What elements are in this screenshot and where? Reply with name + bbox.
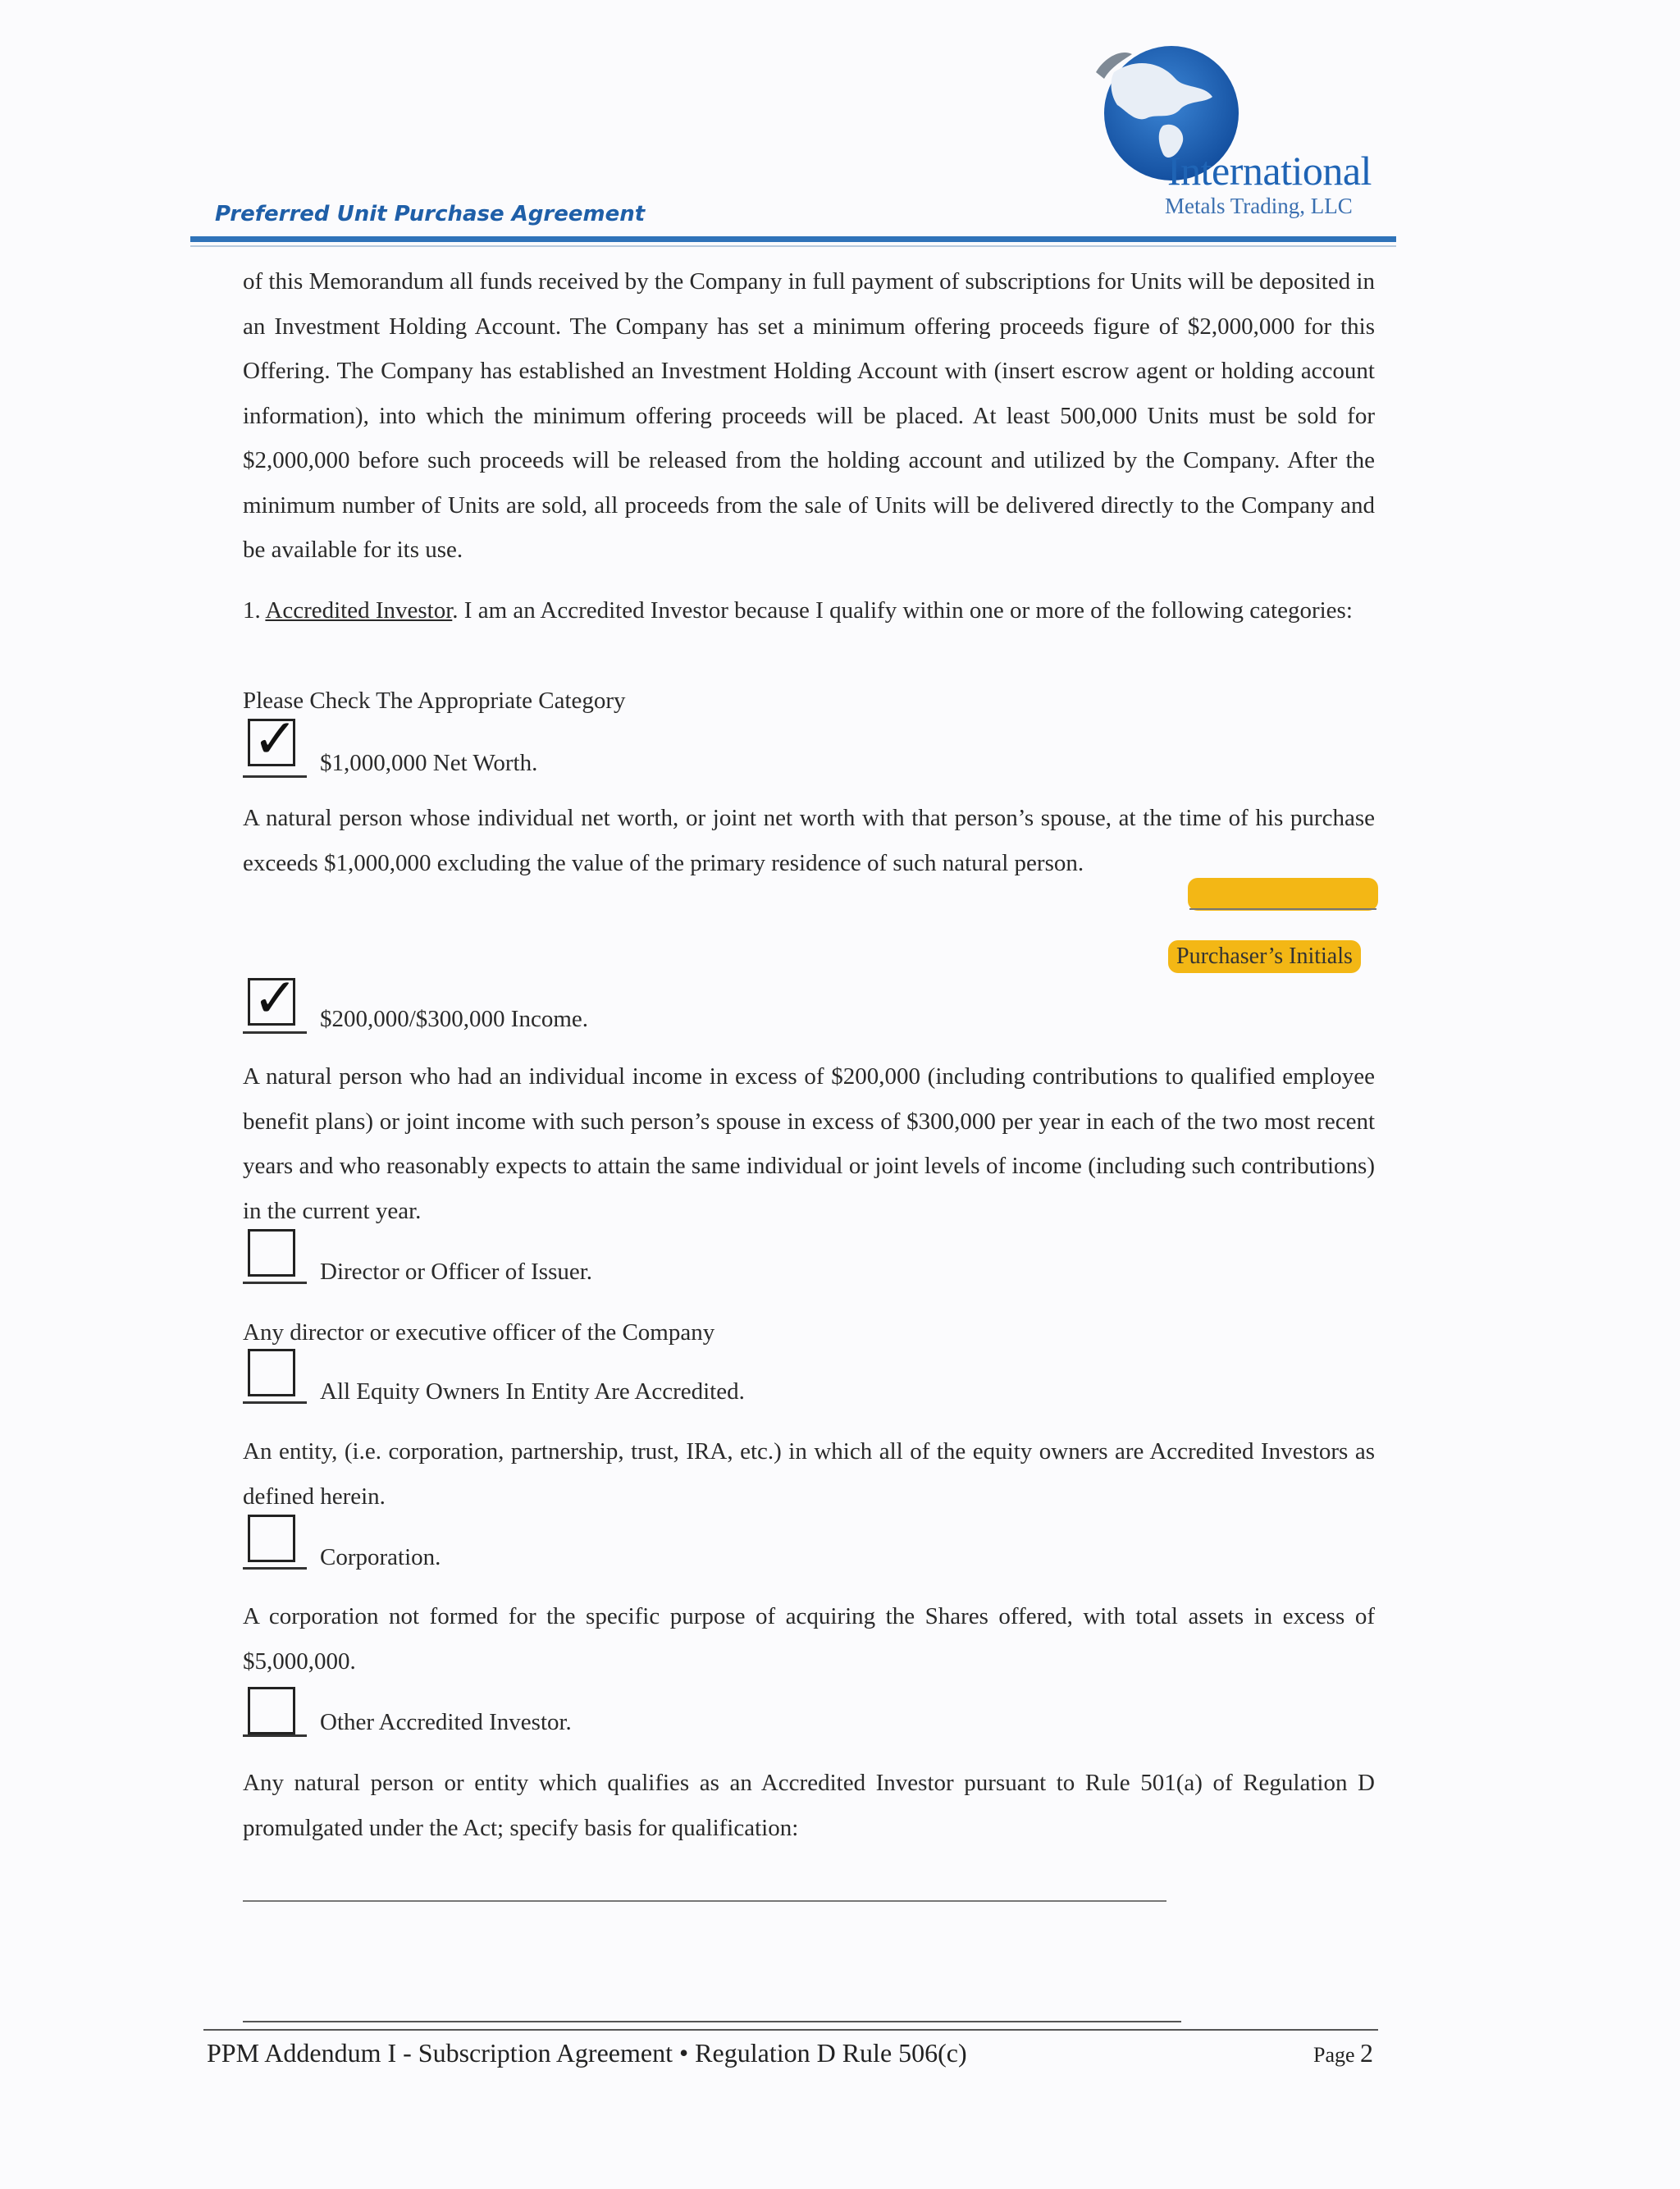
category-label-income: $200,000/$300,000 Income. [320, 1006, 589, 1032]
checkbox-director[interactable] [243, 1229, 308, 1288]
initials-field[interactable] [1189, 908, 1376, 910]
header-divider-thin [190, 245, 1396, 247]
footer-divider-lower [203, 2029, 1378, 2031]
purchaser-initials-label: Purchaser’s Initials [1168, 940, 1361, 973]
footer-document-title: PPM Addendum I - Subscription Agreement • Regulation D Rule 506(c) [207, 2038, 967, 2068]
checkbox-equity-owners[interactable] [243, 1349, 308, 1408]
header-title: Preferred Unit Purchase Agreement [215, 202, 646, 226]
logo-subtitle: Metals Trading, LLC [1165, 194, 1353, 218]
checkbox-underline [243, 1282, 307, 1284]
page-label: Page [1313, 2043, 1355, 2067]
intro-paragraph: of this Memorandum all funds received by the Company in full payment of subscriptions for Units will be deposited in an Investment Holding Account. The Company has set a minimum offering proceeds figure of $2,000,000 for this Offering. The Company has established an Investment Holding Account with (insert escrow agent or holding account information), into which the minimum offering proceeds will be placed. At least 500,000 Units must be sold for $2,000,000 before such proceeds will be released from the holding account and utilized by the Company. After the minimum number of Units are sold, all proceeds from the sale of Units will be delivered directly to the Company and be available for its use. [243, 268, 1375, 563]
instruction-text: Please Check The Appropriate Category [243, 688, 626, 714]
checkmark-icon: ✓ [253, 707, 299, 770]
header-divider [190, 236, 1396, 242]
category-label-net-worth: $1,000,000 Net Worth. [320, 750, 538, 776]
checkbox-underline [243, 1567, 307, 1570]
page-number [1313, 2038, 1373, 2068]
page-number-value: 2 [1360, 2038, 1374, 2068]
checkbox-net-worth[interactable] [243, 707, 308, 781]
category-label-other: Other Accredited Investor. [320, 1709, 572, 1735]
checkbox-box [248, 1229, 295, 1277]
category-description-other: Any natural person or entity which qualifies as an Accredited Investor pursuant to Rule 501(a) of Regulation D promulgated under the Act; specify basis for qualification: [243, 1770, 1375, 1841]
category-description-corporation: A corporation not formed for the specific purpose of acquiring the Shares offered, with total assets in excess of $5,000,000. [243, 1603, 1375, 1675]
checkbox-income[interactable] [243, 967, 308, 1040]
section-heading-paragraph [243, 596, 1375, 626]
checkbox-box [248, 1349, 295, 1396]
category-label-director: Director or Officer of Issuer. [320, 1259, 593, 1285]
footer-divider [243, 2021, 1181, 2022]
category-description-income: A natural person who had an individual income in excess of $200,000 (including contributions to qualified employee benefit plans) or joint income with such person’s spouse in excess of $300,000 per year in each of the two most recent years and who reasonably expects to attain the same individual or joint levels of income (including such contributions) in the current year. [243, 1063, 1375, 1224]
category-description-net-worth: A natural person whose individual net worth, or joint net worth with that person’s spouse, at the time of his purchase exceeds $1,000,000 excluding the value of the primary residence of such natural person. [243, 805, 1375, 876]
checkbox-underline [243, 1031, 307, 1034]
checkbox-corporation[interactable] [243, 1515, 308, 1574]
qualification-basis-field[interactable] [243, 1900, 1166, 1902]
section-text: . I am an Accredited Investor because I qualify within one or more of the following categories: [452, 597, 1353, 624]
category-description-director: Any director or executive officer of the Company [243, 1319, 715, 1346]
category-label-corporation: Corporation. [320, 1544, 441, 1570]
checkbox-underline [243, 775, 307, 778]
checkbox-underline [243, 1734, 307, 1737]
logo-name: International [1167, 148, 1372, 194]
checkbox-underline [243, 1401, 307, 1404]
checkbox-other[interactable] [243, 1687, 308, 1741]
checkbox-box [248, 1515, 295, 1562]
section-number: 1. [243, 597, 261, 624]
company-logo [1081, 39, 1385, 220]
checkbox-box [248, 1687, 295, 1734]
section-heading: Accredited Investor [265, 597, 453, 624]
category-description-equity-owners: An entity, (i.e. corporation, partnership, trust, IRA, etc.) in which all of the equity owners are Accredited Investors as defined herein. [243, 1438, 1375, 1510]
initials-highlight [1188, 878, 1378, 911]
checkmark-icon: ✓ [253, 967, 299, 1030]
category-label-equity-owners: All Equity Owners In Entity Are Accredited. [320, 1378, 745, 1405]
